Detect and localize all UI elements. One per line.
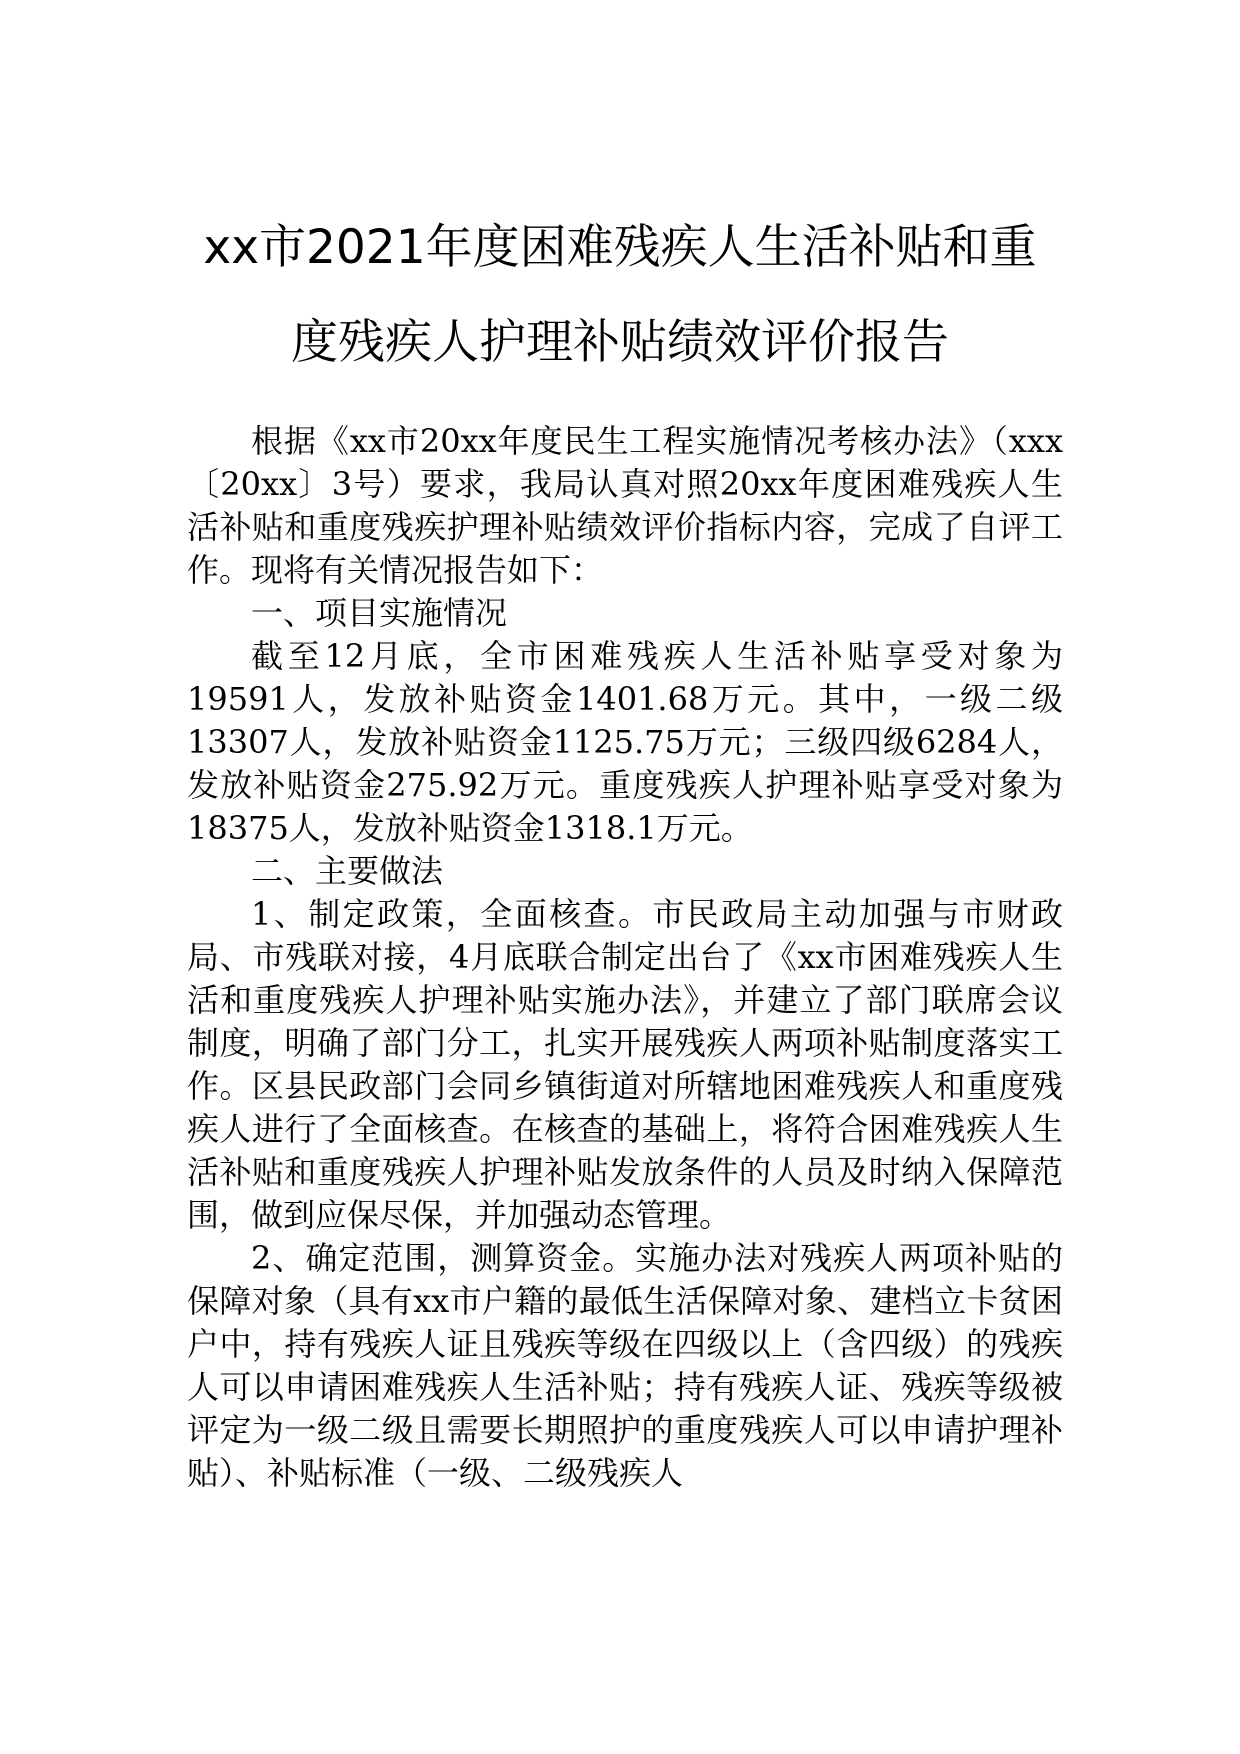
report-title: [120, 200, 1120, 390]
section-heading-methods: 二、主要做法: [251, 852, 444, 890]
intro-paragraph: 根据《xx市20xx年度民生工程实施情况考核办法》（xxx〔20xx〕3号）要求，我局认真对照20xx年度困难残疾人生活补贴和重度残疾护理补贴绩效评价指标内容，完成了自评工作。现将有关情况报告如下：: [187, 422, 1063, 589]
report-title-line-2: 度残疾人护理补贴绩效评价报告: [291, 315, 949, 370]
report-title-line-1: xx市2021年度困难残疾人生活补贴和重: [203, 220, 1037, 275]
method-paragraph-1: 1、制定政策，全面核查。市民政局主动加强与市财政局、市残联对接，4月底联合制定出台了《xx市困难残疾人生活和重度残疾人护理补贴实施办法》，并建立了部门联席会议制度，明确了部门分工，扎实开展残疾人两项补贴制度落实工作。区县民政部门会同乡镇街道对所辖地困难残疾人和重度残疾人进行了全面核查。在核查的基础上，将符合困难残疾人生活补贴和重度残疾人护理补贴发放条件的人员及时纳入保障范围，做到应保尽保，并加强动态管理。: [187, 895, 1063, 1234]
section-heading-implementation: 一、项目实施情况: [251, 594, 508, 632]
method-paragraph-2: 2、确定范围，测算资金。实施办法对残疾人两项补贴的保障对象（具有xx市户籍的最低生活保障对象、建档立卡贫困户中，持有残疾人证且残疾等级在四级以上（含四级）的残疾人可以申请困难残疾人生活补贴；持有残疾人证、残疾等级被评定为一级二级且需要长期照护的重度残疾人可以申请护理补贴）、补贴标准（一级、二级残疾人: [187, 1239, 1063, 1492]
report-body: [187, 420, 1063, 1495]
implementation-paragraph: 截至12月底，全市困难残疾人生活补贴享受对象为19591人，发放补贴资金1401.68万元。其中，一级二级13307人，发放补贴资金1125.75万元；三级四级6284人，发放补贴资金275.92万元。重度残疾人护理补贴享受对象为18375人，发放补贴资金1318.1万元。: [187, 637, 1063, 847]
